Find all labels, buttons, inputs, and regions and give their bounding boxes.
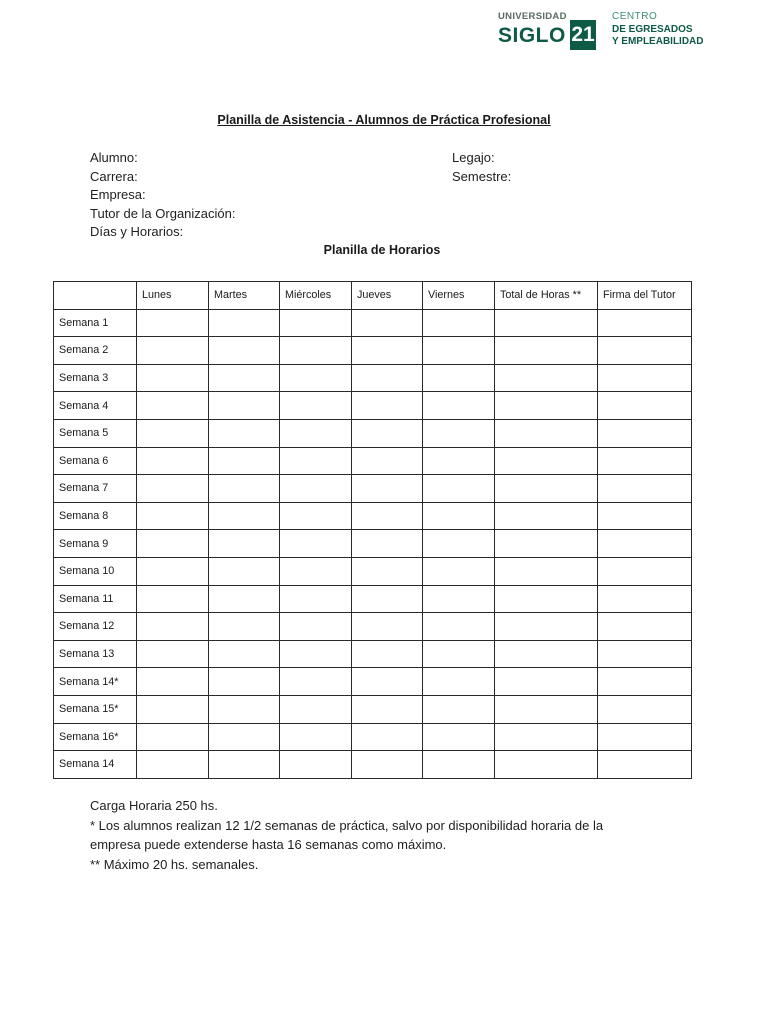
table-cell	[137, 585, 209, 613]
table-cell	[423, 585, 495, 613]
table-cell	[423, 419, 495, 447]
header-cell-miercoles: Miércoles	[280, 282, 352, 310]
table-cell	[209, 723, 280, 751]
table-cell	[352, 695, 423, 723]
table-cell	[495, 447, 598, 475]
table-cell	[280, 668, 352, 696]
field-legajo: Legajo:	[452, 150, 495, 165]
table-cell	[495, 392, 598, 420]
header-cell-viernes: Viernes	[423, 282, 495, 310]
table-row	[54, 337, 692, 365]
field-dias-horarios: Días y Horarios:	[90, 224, 184, 239]
table-cell	[137, 530, 209, 558]
table-cell	[352, 364, 423, 392]
table-cell	[495, 337, 598, 365]
table-cell	[209, 668, 280, 696]
table-cell	[598, 668, 692, 696]
table-cell	[423, 613, 495, 641]
row-label: Semana 2	[54, 337, 137, 365]
table-cell	[598, 695, 692, 723]
table-cell	[495, 613, 598, 641]
schedule-title: Planilla de Horarios	[323, 243, 441, 257]
row-label: Semana 8	[54, 502, 137, 530]
logo-centro-line2: DE EGRESADOS	[612, 23, 693, 35]
row-label: Semana 3	[54, 364, 137, 392]
table-cell	[495, 751, 598, 779]
table-cell	[209, 419, 280, 447]
table-cell	[423, 447, 495, 475]
table-cell	[495, 309, 598, 337]
table-cell	[598, 447, 692, 475]
table-cell	[598, 530, 692, 558]
table-cell	[280, 502, 352, 530]
table-cell	[352, 557, 423, 585]
table-cell	[352, 502, 423, 530]
table-cell	[598, 585, 692, 613]
table-cell	[137, 502, 209, 530]
row-label: Semana 9	[54, 530, 137, 558]
table-cell	[598, 640, 692, 668]
logo-centro	[612, 11, 704, 49]
table-cell	[423, 668, 495, 696]
table-cell	[598, 723, 692, 751]
table-row	[54, 392, 692, 420]
table-cell	[280, 309, 352, 337]
table-cell	[352, 723, 423, 751]
table-cell	[280, 695, 352, 723]
table-cell	[495, 695, 598, 723]
table-cell	[352, 668, 423, 696]
table-cell	[423, 337, 495, 365]
table-cell	[137, 364, 209, 392]
field-semestre: Semestre:	[452, 168, 512, 184]
table-cell	[495, 475, 598, 503]
table-cell	[280, 447, 352, 475]
table-cell	[137, 668, 209, 696]
table-cell	[352, 530, 423, 558]
table-cell	[423, 695, 495, 723]
table-cell	[495, 585, 598, 613]
table-cell	[598, 337, 692, 365]
logo-centro-line1: CENTRO	[612, 11, 658, 22]
table-cell	[598, 613, 692, 641]
table-cell	[352, 447, 423, 475]
table-cell	[209, 392, 280, 420]
table-cell	[209, 447, 280, 475]
table-cell	[423, 392, 495, 420]
table-cell	[137, 751, 209, 779]
table-cell	[352, 585, 423, 613]
logo-centro-line3: Y EMPLEABILIDAD	[612, 36, 704, 47]
table-cell	[209, 530, 280, 558]
row-label: Semana 6	[54, 447, 137, 475]
table-row	[54, 447, 692, 475]
table-cell	[495, 530, 598, 558]
table-cell	[423, 557, 495, 585]
table-cell	[280, 419, 352, 447]
table-cell	[598, 557, 692, 585]
table-cell	[209, 585, 280, 613]
table-cell	[598, 419, 692, 447]
table-cell	[280, 475, 352, 503]
table-cell	[495, 502, 598, 530]
table-cell	[598, 502, 692, 530]
siglo21-logo	[498, 10, 712, 54]
table-cell	[423, 364, 495, 392]
field-alumno: Alumno:	[90, 150, 138, 165]
logo-number: 21	[570, 20, 596, 50]
table-cell	[137, 447, 209, 475]
notes	[90, 796, 690, 874]
table-cell	[137, 475, 209, 503]
table-cell	[209, 613, 280, 641]
field-empresa: Empresa:	[90, 187, 146, 202]
table-header-row	[54, 282, 692, 310]
header-cell-lunes: Lunes	[137, 282, 209, 310]
row-label: Semana 11	[54, 585, 137, 613]
table-cell	[280, 392, 352, 420]
table-cell	[423, 502, 495, 530]
table-cell	[423, 640, 495, 668]
table-cell	[137, 613, 209, 641]
table-cell	[495, 723, 598, 751]
table-row	[54, 309, 692, 337]
table-cell	[423, 475, 495, 503]
table-cell	[598, 475, 692, 503]
row-label: Semana 4	[54, 392, 137, 420]
table-row	[54, 640, 692, 668]
table-cell	[209, 309, 280, 337]
table-cell	[209, 557, 280, 585]
table-cell	[280, 337, 352, 365]
table-cell	[280, 530, 352, 558]
table-cell	[423, 530, 495, 558]
table-cell	[280, 723, 352, 751]
table-cell	[495, 364, 598, 392]
table-row	[54, 668, 692, 696]
table-cell	[495, 640, 598, 668]
table-row	[54, 502, 692, 530]
header-cell-corner	[54, 282, 137, 310]
table-cell	[209, 475, 280, 503]
table-cell	[352, 337, 423, 365]
table-row	[54, 475, 692, 503]
table-cell	[352, 640, 423, 668]
row-label: Semana 16*	[54, 723, 137, 751]
table-cell	[280, 364, 352, 392]
logo-universidad: UNIVERSIDAD	[498, 11, 567, 22]
table-cell	[209, 695, 280, 723]
table-cell	[137, 640, 209, 668]
table-cell	[137, 557, 209, 585]
attendance-table	[53, 281, 692, 779]
table-cell	[137, 392, 209, 420]
row-label: Semana 14	[54, 751, 137, 779]
table-row	[54, 613, 692, 641]
table-cell	[280, 585, 352, 613]
row-label: Semana 10	[54, 557, 137, 585]
table-cell	[423, 723, 495, 751]
note-maximo: ** Máximo 20 hs. semanales.	[90, 856, 259, 872]
header-cell-martes: Martes	[209, 282, 280, 310]
row-label: Semana 14*	[54, 668, 137, 696]
header-cell-total-horas: Total de Horas **	[495, 282, 598, 310]
table-row	[54, 723, 692, 751]
table-cell	[352, 419, 423, 447]
table-cell	[280, 640, 352, 668]
table-cell	[598, 751, 692, 779]
table-cell	[280, 557, 352, 585]
table-cell	[209, 502, 280, 530]
row-label: Semana 1	[54, 309, 137, 337]
row-label: Semana 7	[54, 475, 137, 503]
table-cell	[209, 364, 280, 392]
table-cell	[423, 751, 495, 779]
row-label: Semana 13	[54, 640, 137, 668]
table-cell	[280, 613, 352, 641]
row-label: Semana 15*	[54, 695, 137, 723]
table-cell	[280, 751, 352, 779]
table-row	[54, 695, 692, 723]
table-row	[54, 585, 692, 613]
table-cell	[137, 309, 209, 337]
table-cell	[209, 751, 280, 779]
row-label: Semana 5	[54, 419, 137, 447]
note-carga-horaria: Carga Horaria 250 hs.	[90, 798, 218, 813]
logo-siglo: SIGLO	[498, 24, 566, 47]
table-row	[54, 751, 692, 779]
table-cell	[209, 337, 280, 365]
table-cell	[137, 695, 209, 723]
table-cell	[495, 557, 598, 585]
header-cell-jueves: Jueves	[352, 282, 423, 310]
note-semanas-cont: empresa puede extenderse hasta 16 semanas como máximo.	[90, 837, 447, 852]
field-carrera: Carrera:	[90, 168, 138, 184]
table-cell	[137, 337, 209, 365]
table-row	[54, 419, 692, 447]
table-row	[54, 530, 692, 558]
table-cell	[352, 309, 423, 337]
table-cell	[352, 613, 423, 641]
table-cell	[137, 723, 209, 751]
table-cell	[352, 751, 423, 779]
table-row	[54, 557, 692, 585]
table-cell	[598, 364, 692, 392]
table-cell	[495, 419, 598, 447]
document-title: Planilla de Asistencia - Alumnos de Práctica Profesional	[217, 113, 551, 127]
field-tutor: Tutor de la Organización:	[90, 205, 236, 221]
row-label: Semana 12	[54, 613, 137, 641]
note-semanas: * Los alumnos realizan 12 1/2 semanas de práctica, salvo por disponibilidad horaria de la	[90, 817, 604, 833]
table-cell	[137, 419, 209, 447]
header-cell-firma-tutor: Firma del Tutor	[598, 282, 692, 310]
table-cell	[352, 475, 423, 503]
table-cell	[352, 392, 423, 420]
table-cell	[495, 668, 598, 696]
table-row	[54, 364, 692, 392]
table-cell	[598, 309, 692, 337]
table-cell	[423, 309, 495, 337]
table-cell	[209, 640, 280, 668]
table-cell	[598, 392, 692, 420]
